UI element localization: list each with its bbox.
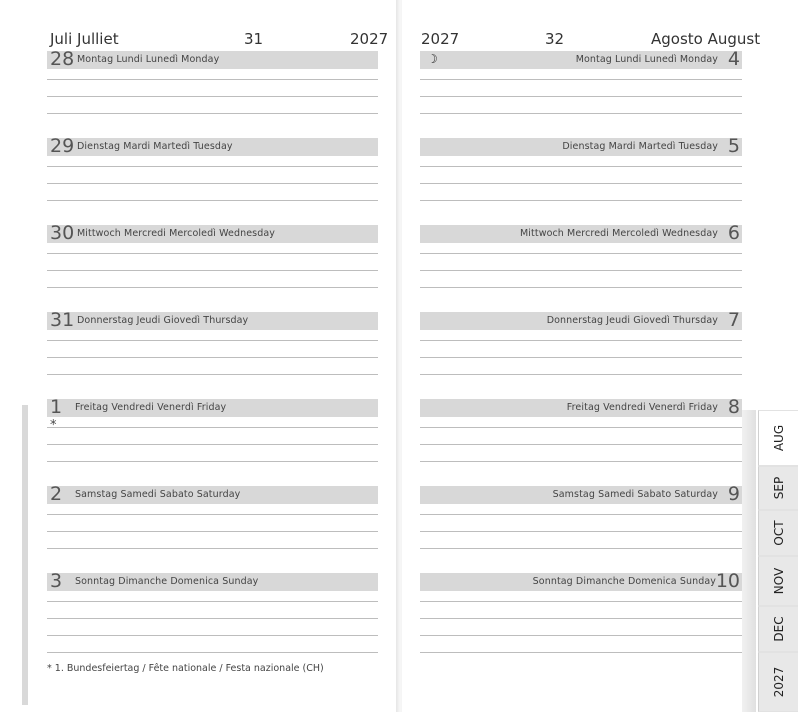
day-number: 10 (715, 570, 740, 592)
day-number: 5 (727, 135, 740, 157)
month-tab-dec[interactable] (758, 606, 798, 652)
writing-line (420, 200, 742, 201)
left-page (28, 0, 400, 712)
day-number: 6 (727, 222, 740, 244)
writing-line (47, 461, 378, 462)
right-day-band (420, 396, 742, 418)
day-names: Montag Lundi Lunedì Monday (77, 54, 220, 65)
writing-line (420, 357, 742, 358)
writing-line (47, 444, 378, 445)
day-names: Donnerstag Jeudi Giovedì Thursday (546, 315, 718, 326)
writing-line (47, 166, 378, 167)
day-number: 8 (727, 396, 740, 418)
day-number: 4 (727, 48, 740, 70)
writing-line (420, 79, 742, 80)
left-day-band (47, 48, 378, 70)
left-week-number: 31 (244, 30, 264, 48)
right-week-number: 32 (545, 30, 565, 48)
writing-line (420, 113, 742, 114)
month-tab-nov[interactable] (758, 556, 798, 606)
day-number: 29 (50, 135, 75, 157)
writing-line (47, 548, 378, 549)
left-month-header: Juli Julliet (50, 30, 119, 48)
writing-line (420, 548, 742, 549)
left-day-band (47, 570, 378, 592)
day-names: Mittwoch Mercredi Mercoledì Wednesday (77, 228, 275, 239)
month-tab-2027[interactable] (758, 652, 798, 712)
writing-line (420, 270, 742, 271)
day-number: 30 (50, 222, 75, 244)
day-number: 2 (50, 483, 63, 505)
month-tab-label: OCT (771, 520, 786, 546)
day-number: 1 (50, 396, 63, 418)
writing-line (420, 340, 742, 341)
day-names: Donnerstag Jeudi Giovedì Thursday (77, 315, 249, 326)
month-tab-label: DEC (771, 616, 786, 642)
writing-line (420, 374, 742, 375)
writing-line (420, 461, 742, 462)
day-number: 28 (50, 48, 75, 70)
writing-line (420, 444, 742, 445)
day-names: Sonntag Dimanche Domenica Sunday (532, 576, 716, 587)
day-names: Samstag Samedi Sabato Saturday (552, 489, 718, 500)
writing-line (420, 531, 742, 532)
holiday-asterisk: * (50, 418, 57, 433)
right-month-header: Agosto August (651, 30, 761, 48)
left-day-band (47, 483, 378, 505)
day-names: Freitag Vendredi Venerdì Friday (566, 402, 718, 413)
writing-line (47, 618, 378, 619)
right-day-band (420, 309, 742, 331)
writing-line (47, 270, 378, 271)
right-year: 2027 (421, 30, 460, 48)
right-day-band (420, 48, 742, 70)
moon-phase-icon: ☽ (427, 52, 438, 66)
month-tab-aug[interactable] (758, 410, 798, 466)
writing-line (47, 427, 378, 428)
writing-line (420, 652, 742, 653)
writing-line (47, 340, 378, 341)
writing-line (47, 253, 378, 254)
writing-line (420, 618, 742, 619)
left-day-band (47, 396, 378, 418)
writing-line (47, 357, 378, 358)
writing-line (47, 287, 378, 288)
writing-line (420, 183, 742, 184)
right-day-band (420, 483, 742, 505)
writing-line (47, 652, 378, 653)
writing-line (47, 113, 378, 114)
writing-line (420, 514, 742, 515)
month-tab-label: 2027 (771, 666, 786, 698)
day-number: 31 (50, 309, 75, 331)
writing-line (420, 253, 742, 254)
day-names: Samstag Samedi Sabato Saturday (75, 489, 241, 500)
writing-line (47, 374, 378, 375)
writing-line (47, 601, 378, 602)
right-day-band (420, 135, 742, 157)
month-tab-label: NOV (771, 567, 786, 595)
left-day-band (47, 309, 378, 331)
writing-line (47, 183, 378, 184)
writing-line (47, 200, 378, 201)
month-tab-sep[interactable] (758, 466, 798, 510)
writing-line (47, 635, 378, 636)
day-number: 9 (727, 483, 740, 505)
day-number: 7 (727, 309, 740, 331)
holiday-footnote: * 1. Bundesfeiertag / Fête nationale / Festa nazionale (CH) (47, 663, 324, 674)
writing-line (47, 514, 378, 515)
writing-line (420, 96, 742, 97)
left-day-band (47, 222, 378, 244)
writing-line (420, 427, 742, 428)
right-day-band (420, 222, 742, 244)
writing-line (420, 601, 742, 602)
month-tab-label: AUG (771, 424, 786, 452)
day-names: Dienstag Mardi Martedì Tuesday (77, 141, 233, 152)
writing-line (420, 287, 742, 288)
index-tab-strip (742, 410, 756, 712)
left-day-band (47, 135, 378, 157)
right-page (402, 0, 752, 712)
month-tab-label: SEP (771, 476, 786, 500)
day-names: Montag Lundi Lunedì Monday (575, 54, 718, 65)
writing-line (47, 531, 378, 532)
left-year: 2027 (350, 30, 389, 48)
day-names: Freitag Vendredi Venerdì Friday (75, 402, 227, 413)
right-day-band (420, 570, 742, 592)
writing-line (47, 79, 378, 80)
writing-line (47, 96, 378, 97)
day-names: Mittwoch Mercredi Mercoledì Wednesday (520, 228, 718, 239)
writing-line (420, 635, 742, 636)
day-names: Dienstag Mardi Martedì Tuesday (562, 141, 718, 152)
month-tab-oct[interactable] (758, 510, 798, 556)
day-names: Sonntag Dimanche Domenica Sunday (75, 576, 259, 587)
day-number: 3 (50, 570, 63, 592)
writing-line (420, 166, 742, 167)
